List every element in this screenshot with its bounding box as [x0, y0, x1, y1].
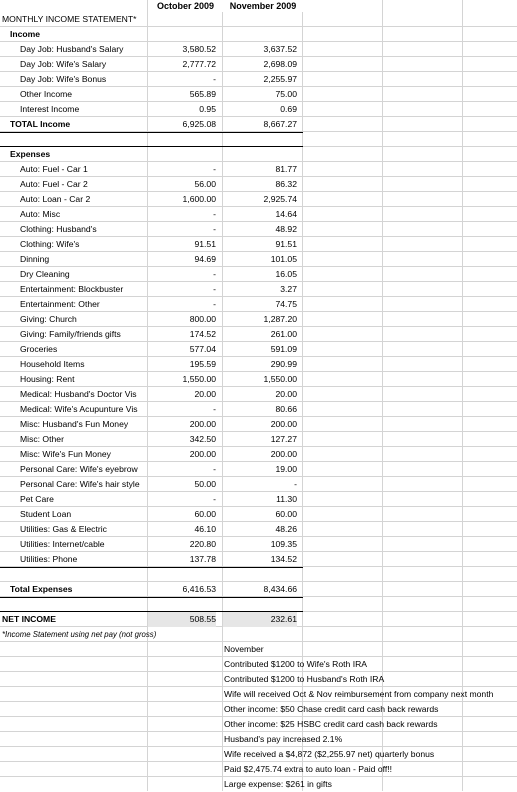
statement-title[interactable]: MONTHLY INCOME STATEMENT* — [2, 14, 137, 24]
november-value[interactable]: 2,925.74 — [263, 194, 297, 204]
october-value[interactable]: - — [213, 464, 216, 474]
october-value[interactable]: - — [213, 284, 216, 294]
october-value[interactable]: 342.50 — [189, 434, 216, 444]
note-row — [0, 672, 517, 687]
note-row — [0, 657, 517, 672]
expense-row — [0, 312, 517, 327]
expenses-heading[interactable]: Expenses — [10, 149, 51, 159]
october-value[interactable]: - — [213, 74, 216, 84]
october-value[interactable]: 200.00 — [189, 449, 216, 459]
october-value[interactable]: 1,600.00 — [182, 194, 216, 204]
row-label[interactable]: Misc: Wife's Fun Money — [20, 449, 111, 459]
row-label[interactable]: Utilities: Internet/cable — [20, 539, 105, 549]
november-value[interactable]: 127.27 — [270, 434, 297, 444]
net-income-label[interactable]: NET INCOME — [2, 614, 56, 624]
row-label[interactable]: Personal Care: Wife's hair style — [20, 479, 140, 489]
expense-row — [0, 507, 517, 522]
expense-row — [0, 162, 517, 177]
november-value[interactable]: 3.27 — [280, 284, 297, 294]
income-row — [0, 72, 517, 87]
net-income-row — [0, 612, 517, 627]
october-value[interactable]: - — [213, 299, 216, 309]
november-value[interactable]: 11.30 — [276, 494, 297, 504]
november-value[interactable]: 60.00 — [275, 509, 297, 519]
november-value[interactable]: 290.99 — [270, 359, 297, 369]
net-income-nov[interactable]: 232.61 — [223, 612, 297, 627]
october-value[interactable]: - — [213, 209, 216, 219]
expenses-total-label[interactable]: Total Expenses — [10, 584, 73, 594]
november-value[interactable]: - — [294, 479, 297, 489]
income-total-nov[interactable]: 8,667.27 — [263, 119, 297, 129]
row-label[interactable]: Auto: Misc — [20, 209, 61, 219]
row-label[interactable]: Day Job: Husband's Salary — [20, 44, 124, 54]
october-value[interactable]: 46.10 — [194, 524, 216, 534]
november-value[interactable]: 16.05 — [275, 269, 297, 279]
row-label[interactable]: Groceries — [20, 344, 58, 354]
row-label[interactable]: Day Job: Wife's Bonus — [20, 74, 107, 84]
row-label[interactable]: Auto: Fuel - Car 1 — [20, 164, 88, 174]
expense-row — [0, 177, 517, 192]
november-value[interactable]: 591.09 — [270, 344, 297, 354]
expenses-total-row — [0, 582, 517, 597]
row-label[interactable]: Household Items — [20, 359, 85, 369]
note-row — [0, 762, 517, 777]
row-label[interactable]: Auto: Fuel - Car 2 — [20, 179, 88, 189]
note-text[interactable]: Husband's pay increased 2.1% — [224, 734, 343, 744]
row-label[interactable]: Clothing: Wife's — [20, 239, 80, 249]
note-text[interactable]: Paid $2,475.74 extra to auto loan - Paid off!! — [224, 764, 393, 774]
october-value[interactable]: 91.51 — [194, 239, 216, 249]
expense-row — [0, 222, 517, 237]
column-header-october[interactable]: October 2009 — [148, 0, 223, 12]
november-value[interactable]: 74.75 — [275, 299, 297, 309]
october-value[interactable]: 195.59 — [189, 359, 216, 369]
november-value[interactable]: 200.00 — [270, 449, 297, 459]
row-label[interactable]: Clothing: Husband's — [20, 224, 97, 234]
expense-row — [0, 402, 517, 417]
footnote[interactable]: *Income Statement using net pay (not gross) — [2, 630, 157, 639]
november-value[interactable]: 2,698.09 — [263, 59, 297, 69]
november-value[interactable]: 75.00 — [275, 89, 297, 99]
expense-row — [0, 387, 517, 402]
october-value[interactable]: 56.00 — [194, 179, 216, 189]
october-value[interactable]: - — [213, 164, 216, 174]
row-label[interactable]: Dry Cleaning — [20, 269, 70, 279]
october-value[interactable]: 565.89 — [189, 89, 216, 99]
expenses-bottom-border — [0, 567, 303, 568]
income-heading-row — [0, 27, 517, 42]
row-label[interactable]: Misc: Husband's Fun Money — [20, 419, 129, 429]
october-value[interactable]: - — [213, 269, 216, 279]
october-value[interactable]: 3,580.52 — [182, 44, 216, 54]
november-value[interactable]: 2,255.97 — [263, 74, 297, 84]
note-row — [0, 687, 517, 702]
note-text[interactable]: Contributed $1200 to Wife's Roth IRA — [224, 659, 368, 669]
november-value[interactable]: 20.00 — [275, 389, 297, 399]
november-value[interactable]: 3,637.52 — [263, 44, 297, 54]
note-text[interactable]: Other income: $25 HSBC credit card cash back rewards — [224, 719, 438, 729]
income-heading[interactable]: Income — [10, 29, 41, 39]
expense-row — [0, 342, 517, 357]
october-value[interactable]: - — [213, 404, 216, 414]
october-value[interactable]: 50.00 — [194, 479, 216, 489]
november-value[interactable]: 261.00 — [270, 329, 297, 339]
note-text[interactable]: Wife received a $4,872 ($2,255.97 net) quarterly bonus — [224, 749, 435, 759]
expense-row — [0, 237, 517, 252]
income-total-underline — [0, 132, 303, 133]
october-value[interactable]: 1,550.00 — [182, 374, 216, 384]
november-value[interactable]: 1,550.00 — [263, 374, 297, 384]
november-value[interactable]: 134.52 — [270, 554, 297, 564]
income-row — [0, 42, 517, 57]
income-total-label[interactable]: TOTAL Income — [10, 119, 71, 129]
row-label[interactable]: Interest Income — [20, 104, 80, 114]
title-row — [0, 12, 517, 27]
october-value[interactable]: 60.00 — [194, 509, 216, 519]
income-row — [0, 87, 517, 102]
row-label[interactable]: Student Loan — [20, 509, 72, 519]
row-label[interactable]: Dinning — [20, 254, 50, 264]
row-label[interactable]: Entertainment: Blockbuster — [20, 284, 124, 294]
row-label[interactable]: Medical: Wife's Acupunture Vis — [20, 404, 138, 414]
expense-row — [0, 282, 517, 297]
expense-row — [0, 297, 517, 312]
october-value[interactable]: 137.78 — [189, 554, 216, 564]
november-value[interactable]: 81.77 — [275, 164, 297, 174]
row-label[interactable]: Entertainment: Other — [20, 299, 100, 309]
income-row — [0, 102, 517, 117]
expense-row — [0, 492, 517, 507]
november-value[interactable]: 86.32 — [275, 179, 297, 189]
expense-row — [0, 252, 517, 267]
note-text[interactable]: Wife will received Oct & Nov reimbursement from company next month — [224, 689, 494, 699]
october-value[interactable]: 220.80 — [189, 539, 216, 549]
november-value[interactable]: 109.35 — [270, 539, 297, 549]
expenses-total-oct[interactable]: 6,416.53 — [182, 584, 216, 594]
november-value[interactable]: 0.69 — [280, 104, 297, 114]
october-value[interactable]: 800.00 — [189, 314, 216, 324]
expense-row — [0, 207, 517, 222]
expense-row — [0, 267, 517, 282]
november-value[interactable]: 80.66 — [275, 404, 297, 414]
october-value[interactable]: 94.69 — [194, 254, 216, 264]
row-label[interactable]: Utilities: Gas & Electric — [20, 524, 107, 534]
row-label[interactable]: Pet Care — [20, 494, 54, 504]
october-value[interactable]: 20.00 — [194, 389, 216, 399]
row-label[interactable]: Auto: Loan - Car 2 — [20, 194, 91, 204]
october-value[interactable]: 2,777.72 — [182, 59, 216, 69]
note-row — [0, 732, 517, 747]
november-value[interactable]: 48.26 — [275, 524, 297, 534]
income-total-oct[interactable]: 6,925.08 — [182, 119, 216, 129]
november-value[interactable]: 48.92 — [275, 224, 297, 234]
expense-row — [0, 357, 517, 372]
november-value[interactable]: 19.00 — [275, 464, 297, 474]
row-label[interactable]: Giving: Family/friends gifts — [20, 329, 121, 339]
expense-row — [0, 522, 517, 537]
expense-row — [0, 477, 517, 492]
note-row — [0, 777, 517, 792]
october-value[interactable]: - — [213, 224, 216, 234]
october-value[interactable]: - — [213, 494, 216, 504]
row-label[interactable]: Other Income — [20, 89, 73, 99]
expense-row — [0, 552, 517, 567]
note-row — [0, 717, 517, 732]
row-label[interactable]: Housing: Rent — [20, 374, 75, 384]
note-row — [0, 702, 517, 717]
expense-row — [0, 447, 517, 462]
note-text[interactable]: Other income: $50 Chase credit card cash back rewards — [224, 704, 439, 714]
expense-row — [0, 372, 517, 387]
november-value[interactable]: 101.05 — [270, 254, 297, 264]
row-label[interactable]: Misc: Other — [20, 434, 64, 444]
expense-row — [0, 417, 517, 432]
note-text[interactable]: Large expense: $261 in gifts — [224, 779, 332, 789]
october-value[interactable]: 174.52 — [189, 329, 216, 339]
row-label[interactable]: Day Job: Wife's Salary — [20, 59, 107, 69]
row-label[interactable]: Personal Care: Wife's eyebrow — [20, 464, 138, 474]
november-value[interactable]: 200.00 — [270, 419, 297, 429]
note-row — [0, 642, 517, 657]
expense-row — [0, 537, 517, 552]
expense-row — [0, 327, 517, 342]
note-text[interactable]: Contributed $1200 to Husband's Roth IRA — [224, 674, 385, 684]
expense-row — [0, 462, 517, 477]
note-text[interactable]: November — [224, 644, 264, 654]
net-income-oct[interactable]: 508.55 — [148, 612, 216, 627]
footnote-row — [0, 627, 517, 642]
november-value[interactable]: 14.64 — [275, 209, 297, 219]
row-label[interactable]: Medical: Husband's Doctor Vis — [20, 389, 137, 399]
expenses-total-underline — [0, 597, 303, 598]
expenses-heading-row — [0, 147, 517, 162]
october-value[interactable]: 0.95 — [199, 104, 216, 114]
income-total-row — [0, 117, 517, 132]
row-label[interactable]: Giving: Church — [20, 314, 77, 324]
expense-row — [0, 432, 517, 447]
expense-row — [0, 192, 517, 207]
note-row — [0, 747, 517, 762]
november-value[interactable]: 91.51 — [275, 239, 297, 249]
row-label[interactable]: Utilities: Phone — [20, 554, 78, 564]
income-row — [0, 57, 517, 72]
october-value[interactable]: 577.04 — [189, 344, 216, 354]
october-value[interactable]: 200.00 — [189, 419, 216, 429]
november-value[interactable]: 1,287.20 — [263, 314, 297, 324]
expenses-total-nov[interactable]: 8,434.66 — [263, 584, 297, 594]
column-header-november[interactable]: November 2009 — [223, 0, 303, 12]
